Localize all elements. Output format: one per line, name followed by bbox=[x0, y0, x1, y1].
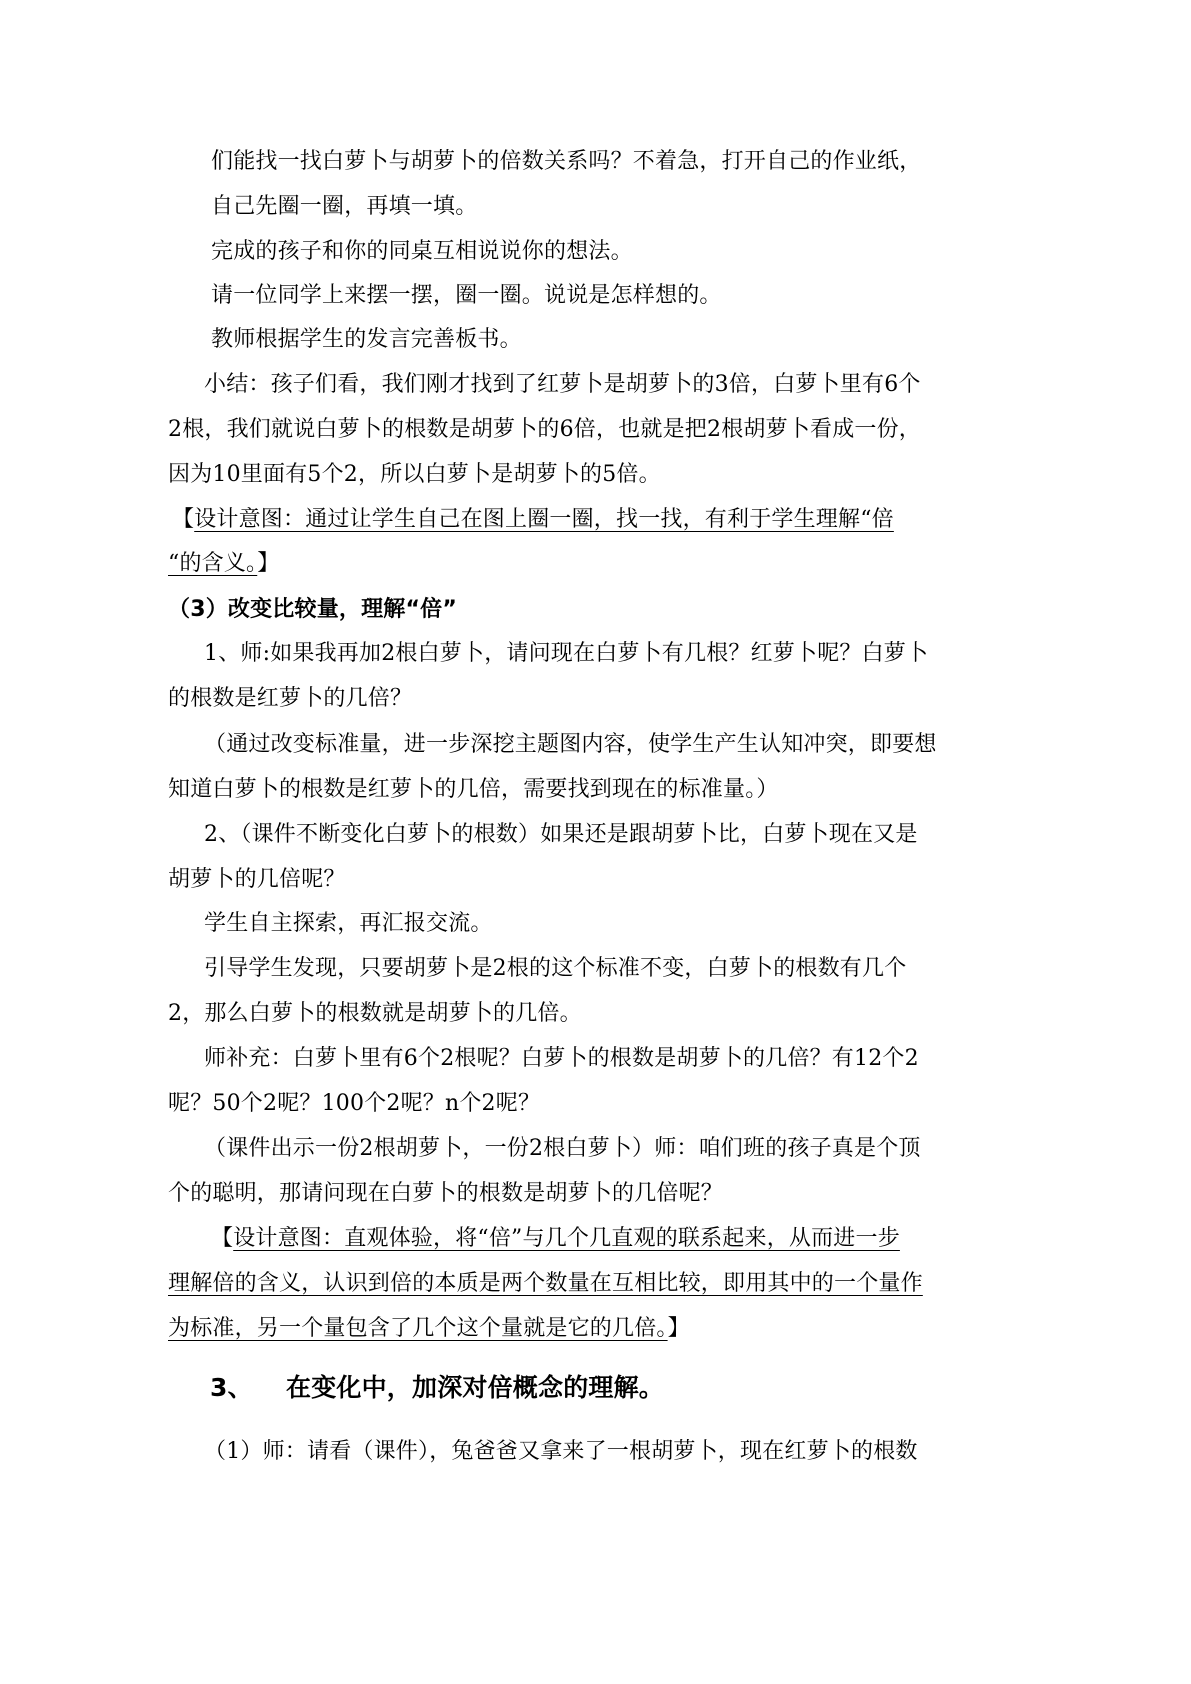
section-heading: 在变化中，加深对倍概念的理解。 bbox=[286, 1373, 665, 1402]
design-intent-text: 设计意图：直观体验，将“倍”与几个几直观的联系起来，从而进一步 bbox=[233, 1226, 900, 1251]
paragraph-line: 们能找一找白萝卜与胡萝卜的倍数关系吗？不着急，打开自己的作业纸， bbox=[211, 149, 922, 174]
paragraph-line: 2，那么白萝卜的根数就是胡萝卜的几倍。 bbox=[168, 1001, 582, 1026]
section-heading: （3）改变比较量，理解“倍” bbox=[168, 597, 458, 622]
design-intent-line bbox=[168, 550, 279, 578]
bracket-close: 】 bbox=[667, 1316, 690, 1341]
paragraph-line: 胡萝卜的几倍呢？ bbox=[168, 867, 346, 892]
paragraph-line: （通过改变标准量，进一步深挖主题图内容，使学生产生认知冲突，即要想 bbox=[204, 732, 937, 757]
paragraph-line: 学生自主探索，再汇报交流。 bbox=[204, 911, 493, 936]
paragraph-line: 1、师:如果我再加2根白萝卜，请问现在白萝卜有几根？红萝卜呢？白萝卜 bbox=[204, 641, 929, 666]
summary-line: 小结：孩子们看，我们刚才找到了红萝卜是胡萝卜的3倍，白萝卜里有6个 bbox=[204, 372, 921, 397]
paragraph-line: 个的聪明，那请问现在白萝卜的根数是胡萝卜的几倍呢？ bbox=[168, 1181, 724, 1206]
design-intent-line bbox=[168, 1270, 923, 1298]
paragraph-line: （课件出示一份2根胡萝卜，一份2根白萝卜）师：咱们班的孩子真是个顶 bbox=[204, 1136, 921, 1161]
paragraph-line: 师补充：白萝卜里有6个2根呢？白萝卜的根数是胡萝卜的几倍？有12个2 bbox=[204, 1046, 919, 1071]
paragraph-line: 引导学生发现，只要胡萝卜是2根的这个标准不变，白萝卜的根数有几个 bbox=[204, 956, 907, 981]
paragraph-line: 的根数是红萝卜的几倍？ bbox=[168, 686, 413, 711]
paragraph-line: 自己先圈一圈，再填一填。 bbox=[211, 194, 478, 219]
bracket-open: 【 bbox=[211, 1226, 234, 1251]
design-intent-line bbox=[168, 1315, 690, 1343]
paragraph-line: 完成的孩子和你的同桌互相说说你的想法。 bbox=[211, 239, 633, 264]
bracket-close: 】 bbox=[257, 551, 280, 576]
paragraph-line: 知道白萝卜的根数是红萝卜的几倍，需要找到现在的标准量。） bbox=[168, 777, 779, 802]
paragraph-line: 请一位同学上来摆一摆，圈一圈。说说是怎样想的。 bbox=[211, 283, 722, 308]
design-intent-text: “的含义。 bbox=[168, 551, 258, 576]
design-intent-text: 为标准，另一个量包含了几个这个量就是它的几倍。 bbox=[168, 1316, 668, 1341]
design-intent-line bbox=[172, 506, 894, 534]
summary-line: 2根，我们就说白萝卜的根数是胡萝卜的6倍，也就是把2根胡萝卜看成一份， bbox=[168, 417, 921, 442]
paragraph-line: 2、（课件不断变化白萝卜的根数）如果还是跟胡萝卜比，白萝卜现在又是 bbox=[204, 822, 918, 847]
paragraph-line: 教师根据学生的发言完善板书。 bbox=[211, 327, 522, 352]
paragraph-line: 呢？50个2呢？100个2呢？n个2呢？ bbox=[168, 1091, 541, 1116]
summary-line: 因为10里面有5个2，所以白萝卜是胡萝卜的5倍。 bbox=[168, 462, 661, 487]
bracket-open: 【 bbox=[172, 507, 195, 532]
section-number: 3、 bbox=[210, 1373, 253, 1402]
paragraph-line: （1）师：请看（课件），兔爸爸又拿来了一根胡萝卜，现在红萝卜的根数 bbox=[204, 1439, 918, 1464]
design-intent-line bbox=[211, 1225, 900, 1253]
design-intent-text: 理解倍的含义，认识到倍的本质是两个数量在互相比较，即用其中的一个量作 bbox=[168, 1271, 923, 1296]
design-intent-text: 设计意图：通过让学生自己在图上圈一圈，找一找，有利于学生理解“倍 bbox=[194, 507, 894, 532]
